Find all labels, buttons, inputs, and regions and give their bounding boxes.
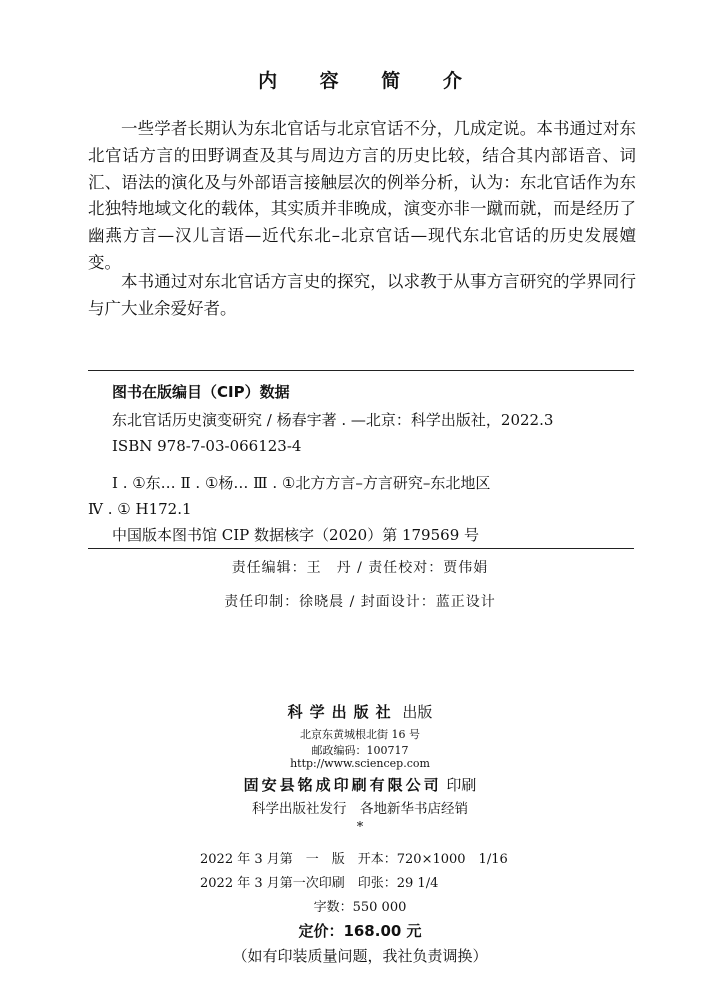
intro-paragraph-1 — [88, 116, 636, 277]
quality-notice: （如有印装质量问题，我社负责调换） — [232, 947, 488, 965]
price: 定价：168.00 元 — [298, 922, 422, 940]
cip-bottom-rule — [88, 548, 634, 549]
word-count: 字数：550 000 — [313, 900, 407, 915]
publisher-line — [0, 701, 720, 722]
cip-subject-line: Ⅰ . ①东… Ⅱ . ①杨… Ⅲ . ①北方方言–方言研究–东北地区 — [112, 474, 491, 492]
publisher-postcode: 邮政编码：100717 — [311, 744, 409, 757]
cip-heading: 图书在版编目（CIP）数据 — [112, 383, 290, 401]
cip-approval-number: 中国版本图书馆 CIP 数据核字（2020）第 179569 号 — [112, 526, 480, 544]
separator-asterisk: * — [356, 820, 364, 835]
publisher-website: http://www.sciencep.com — [290, 757, 430, 770]
cip-book-line: 东北官话历史演变研究 / 杨春宇著 . —北京：科学出版社，2022.3 — [112, 411, 554, 429]
edition-line: 2022 年 3 月第 一 版 开本：720×1000 1/16 — [200, 852, 508, 867]
publisher-name: 科学出版社 — [287, 703, 398, 721]
printer-name: 固安县铭成印刷有限公司 — [243, 776, 442, 794]
publisher-suffix: 出版 — [402, 703, 433, 721]
intro-paragraph-1-text: 一些学者长期认为东北官话与北京官话不分，几成定说。本书通过对东北官话方言的田野调查及其与周边方言的历史比较，结合其内部语音、词汇、语法的演化及与外部语言接触层次的例举分析，认为：东北官话作为东北独特地域文化的载体，其实质并非晚成，演变亦非一蹴而就，而是经历了幽燕方言—汉儿言语—近代东北–北京官话—现代东北官话的历史发展嬗变。 — [88, 119, 636, 272]
printer-line — [0, 774, 720, 795]
cip-top-rule — [88, 370, 634, 371]
production-credits: 责任印制：徐晓晨 / 封面设计：蓝正设计 — [224, 594, 496, 610]
distributor-line: 科学出版社发行 各地新华书店经销 — [252, 801, 468, 817]
printer-suffix: 印刷 — [446, 776, 477, 794]
editor-credits: 责任编辑：王 丹 / 责任校对：贾伟娟 — [231, 560, 489, 576]
cip-class-line: Ⅳ . ① H172.1 — [88, 500, 192, 518]
intro-paragraph-2-text: 本书通过对东北官话方言史的探究，以求教于从事方言研究的学界同行与广大业余爱好者。 — [88, 272, 636, 318]
intro-paragraph-2 — [88, 269, 636, 323]
cip-isbn: ISBN 978-7-03-066123-4 — [112, 437, 302, 455]
page-title: 内 容 简 介 — [258, 70, 480, 92]
publisher-address: 北京东黄城根北街 16 号 — [300, 728, 420, 741]
printing-line: 2022 年 3 月第一次印刷 印张：29 1/4 — [200, 876, 439, 891]
